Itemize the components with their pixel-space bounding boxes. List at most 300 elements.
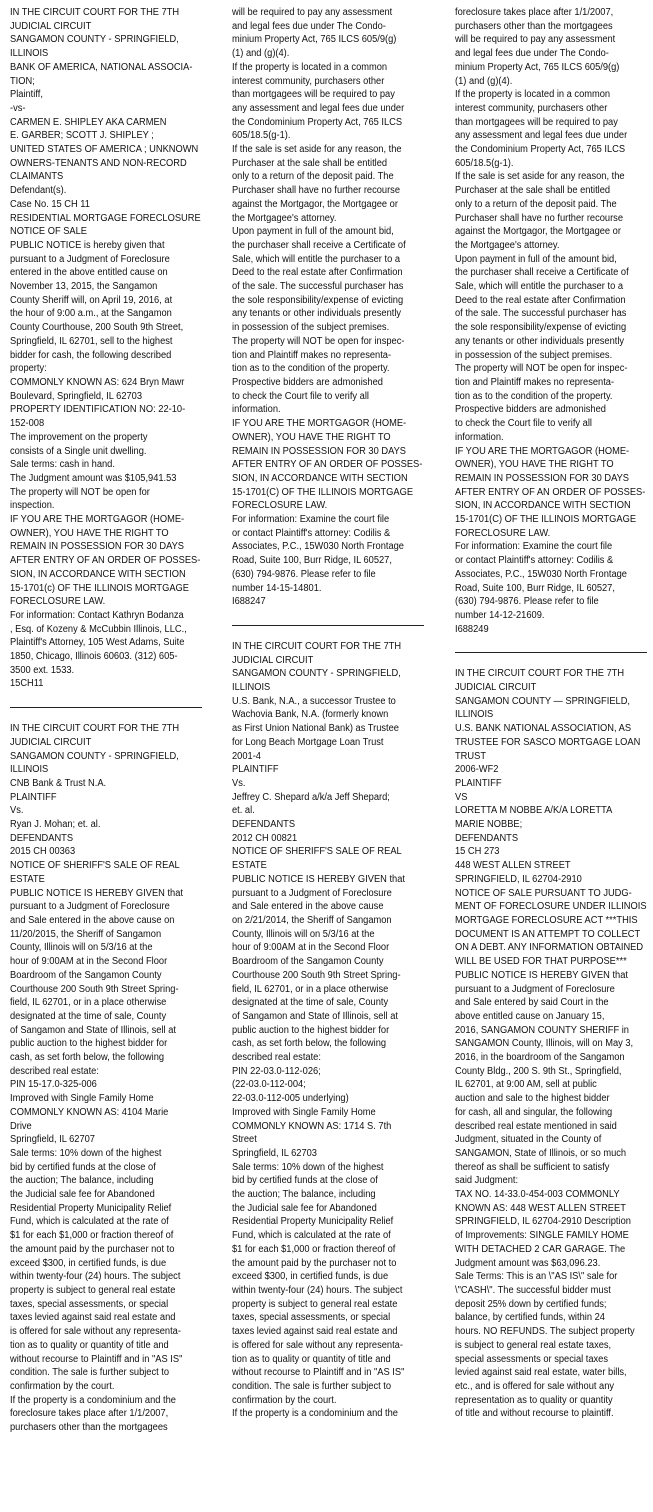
notice-line: the Condominium Property Act, 765 ILCS (232, 116, 403, 128)
notice-line: Springfield, IL 62701, sell to the highest (10, 335, 173, 347)
notice-line: PROPERTY IDENTIFICATION NO: 22-10- (10, 404, 186, 416)
notice-line: of Improvements: SINGLE FAMILY HOME (455, 1230, 629, 1242)
notice-line: Purchaser shall have no further recourse (232, 185, 401, 197)
notice-line: (1) and (g)(4). (232, 48, 290, 60)
notice-line: Vs. (232, 777, 246, 789)
notice-line: will be required to pay any assessment (455, 34, 616, 46)
notice-line: foreclosure takes place after 1/1/2007, (10, 1408, 169, 1420)
notice-line: information. (455, 431, 504, 443)
notice-line: thereof as shall be sufficient to satisfy (455, 1161, 610, 1173)
notice-line: Deed to the real estate after Confirmation (455, 294, 626, 306)
notice-line: ILLINOIS (10, 48, 49, 60)
notice-line: of Sangamon and State of Illinois, sell at (10, 1024, 176, 1036)
notice-line: interest community, purchasers other (455, 102, 608, 114)
notice-line: tion as to quality or quantity of title and (232, 1353, 391, 1365)
notice-line: purchasers other than the mortgagees (10, 1422, 168, 1434)
notice-line: MORTGAGE FORECLOSURE ACT ***THIS (455, 915, 638, 926)
notice-line: IL 62701, at 9:00 AM, sell at public (455, 1079, 597, 1091)
notice-line: and legal fees due under The Condo- (455, 48, 609, 60)
notice-line: is subject to general real estate taxes, (455, 1339, 612, 1351)
notice-line: entered in the above entitled cause on (10, 267, 168, 279)
notice-line: on 2/21/2014, the Sheriff of Sangamon (232, 915, 392, 926)
notice-line: exceed $300, in certified funds, is due (10, 1257, 167, 1269)
notice-line: confirmation by the court. (232, 1394, 337, 1406)
notice-line: against the Mortgagor, the Mortgagee or (455, 226, 621, 238)
notice-line: taxes levied against said real estate and (232, 1326, 398, 1338)
notice-line: Purchaser shall have no further recourse (455, 212, 624, 224)
notice-line: Springfield, IL 62707 (10, 1134, 95, 1146)
notice-line: public auction to the highest bidder for (10, 1038, 168, 1050)
notice-line: Fund, which is calculated at the rate of (232, 1230, 391, 1242)
notice-line: 2001-4 (232, 750, 261, 762)
notice-line: Wachovia Bank, N.A. (formerly known (232, 709, 389, 721)
notice-line: representation as to quality or quantity (455, 1394, 613, 1406)
notice-line: $1 for each $1,000 or fraction thereof of (10, 1230, 174, 1242)
notice-line: ESTATE (10, 873, 45, 885)
notice-line: The property will NOT be open for inspec- (455, 363, 628, 375)
notice-line: field, IL 62701, or in a place otherwise (10, 997, 167, 1009)
notice-line: Sale Terms: This is an \"AS IS\" sale for (455, 1271, 618, 1283)
notice-line: the auction; The balance, including (232, 1189, 376, 1201)
notice-line: Vs. (10, 805, 24, 817)
notice-line: and Sale entered by said Court in the (455, 997, 609, 1009)
notice-line: PUBLIC NOTICE IS HEREBY GIVEN that (10, 887, 183, 899)
legal-notice (455, 667, 647, 1421)
notice-line: Boulevard, Springfield, IL 62703 (10, 390, 143, 402)
notice-divider (455, 652, 647, 653)
notice-line: taxes, special assessments, or special (10, 1298, 169, 1310)
notice-line: field, IL 62701, or in a place otherwise (232, 983, 389, 995)
notice-line: the purchaser shall receive a Certificate of (455, 267, 629, 279)
column-1 (10, 6, 202, 1435)
notice-line: 15CH11 (10, 678, 44, 690)
notice-line: or contact Plaintiff's attorney: Codilis & (455, 555, 614, 567)
notice-line: MARIE NOBBE; (455, 819, 523, 831)
notice-line: inspection. (10, 500, 55, 512)
notice-line: of title and without recourse to plaintiff. (455, 1408, 614, 1420)
notice-line: SANGAMON COUNTY - SPRINGFIELD, (232, 668, 401, 680)
notice-line: County, Illinois will on 5/3/16 at the (232, 928, 375, 940)
notice-line: tion and Plaintiff makes no representa- (232, 349, 392, 361)
notice-line: bid by certified funds at the close of (232, 1175, 378, 1187)
notice-line: Plaintiff, (10, 89, 43, 101)
notice-line: any assessment and legal fees due under (232, 102, 405, 114)
notice-line: the Mortgagee's attorney. (455, 239, 560, 251)
notice-line: Sale, which will entitle the purchaser to a (455, 281, 624, 293)
notice-line: hour of 9:00AM at in the Second Floor (232, 942, 390, 954)
notice-line: JUDICIAL CIRCUIT (455, 682, 537, 694)
notice-line: designated at the time of sale, County (232, 997, 389, 1009)
notice-line: PUBLIC NOTICE IS HEREBY GIVEN that (232, 873, 405, 885)
notice-line: WITH DETACHED 2 CAR GARAGE. The (455, 1243, 626, 1255)
notice-line: hours. NO REFUNDS. The subject property (455, 1326, 635, 1338)
notice-line: information. (232, 404, 281, 416)
notice-line: REMAIN IN POSSESSION FOR 30 DAYS (10, 541, 184, 553)
notice-line: in possession of the subject premises. (455, 349, 613, 361)
notice-divider (232, 625, 424, 626)
notice-line: FORECLOSURE LAW. (455, 527, 551, 539)
notice-line: -vs- (10, 102, 26, 114)
notice-line: 22-03.0-112-005 underlying) (232, 1093, 349, 1105)
notice-line: the Judicial sale fee for Abandoned (10, 1189, 155, 1201)
legal-notice (10, 6, 202, 691)
notice-line: Residential Property Municipality Relief (10, 1202, 172, 1214)
notice-line: TION; (10, 75, 35, 87)
notice-line: is offered for sale without any representa- (10, 1326, 181, 1338)
notice-line: bidder for cash, the following described (10, 349, 172, 361)
notice-line: 15-1701(C) OF THE ILLINOIS MORTGAGE (455, 514, 637, 526)
notice-line: will be required to pay any assessment (232, 7, 393, 18)
notice-line: DEFENDANTS (10, 832, 74, 844)
notice-line: than mortgagees will be required to pay (232, 89, 395, 101)
notice-line: Ryan J. Mohan; et. al. (10, 819, 101, 831)
notice-line: without recourse to Plaintiff and in "AS IS" (232, 1367, 405, 1379)
notice-line: within twenty-four (24) hours. The subject (10, 1271, 181, 1283)
notice-line: bid by certified funds at the close of (10, 1161, 156, 1173)
notice-line: OWNER), YOU HAVE THE RIGHT TO (455, 459, 614, 471)
notice-line: I688249 (455, 623, 489, 635)
legal-notice (10, 722, 202, 1435)
notice-line: DEFENDANTS (232, 819, 296, 831)
notice-line: Judgment, situated in the County of (455, 1134, 602, 1146)
notice-line: Road, Suite 100, Burr Ridge, IL 60527, (455, 582, 615, 594)
notice-line: IF YOU ARE THE MORTGAGOR (HOME- (232, 418, 407, 430)
notice-line: ON A DEBT. ANY INFORMATION OBTAINED (455, 942, 644, 954)
notice-line: any tenants or other individuals presently (455, 335, 625, 347)
notice-line: described real estate mentioned in said (455, 1120, 617, 1132)
notice-line: cash, as set forth below, the following (10, 1052, 165, 1064)
notice-line: is offered for sale without any representa- (232, 1339, 403, 1351)
notice-line: BANK OF AMERICA, NATIONAL ASSOCIA- (10, 61, 193, 73)
notice-line: minium Property Act, 765 ILCS 605/9(g) (232, 34, 397, 46)
notice-line: the amount paid by the purchaser not to (10, 1243, 175, 1255)
notice-line: pursuant to a Judgment of Foreclosure (10, 901, 170, 913)
notice-line: MENT OF FORECLOSURE UNDER ILLINOIS (455, 901, 647, 913)
notice-line: balance, by certified funds, within 24 (455, 1312, 605, 1324)
notice-line: any tenants or other individuals presently (232, 308, 402, 320)
notice-line: deposit 25% down by certified funds; (455, 1298, 607, 1310)
notice-line: Boardroom of the Sangamon County (10, 969, 162, 981)
notice-line: pursuant to a Judgment of Foreclosure (232, 887, 392, 899)
notice-line: If the property is a condominium and the (232, 1408, 398, 1420)
notice-line: PUBLIC NOTICE IS HEREBY GIVEN that (455, 969, 628, 981)
notice-line: number 14-12-21609. (455, 609, 545, 621)
notice-line: SANGAMON COUNTY - SPRINGFIELD, (10, 34, 179, 46)
notice-line: The Judgment amount was $105,941.53 (10, 472, 177, 484)
notice-line: hour of 9:00AM at in the Second Floor (10, 956, 168, 968)
notice-line: DEFENDANTS (455, 832, 519, 844)
notice-line: SION, IN ACCORDANCE WITH SECTION (232, 472, 408, 484)
notice-line: PLAINTIFF (10, 791, 57, 803)
notice-line: Prospective bidders are admonished (232, 376, 383, 388)
notice-line: For information: Contact Kathryn Bodanza (10, 609, 184, 621)
notice-line: NOTICE OF SALE PURSUANT TO JUDG- (455, 887, 632, 899)
notice-line: the amount paid by the purchaser not to (232, 1257, 397, 1269)
notice-line: For information: Examine the court file (455, 541, 613, 553)
notice-line: IF YOU ARE THE MORTGAGOR (HOME- (10, 514, 185, 526)
notice-line: 1850, Chicago, Illinois 60603. (312) 605- (10, 651, 178, 663)
notice-line: 152-008 (10, 418, 45, 430)
notice-divider (10, 707, 202, 708)
notice-line: SPRINGFIELD, IL 62704-2910 (455, 873, 582, 885)
notice-line: PLAINTIFF (232, 764, 279, 776)
notice-line: PIN 15-17.0-325-006 (10, 1079, 97, 1091)
notice-line: consists of a Single unit dwelling. (10, 445, 147, 457)
notice-line: above entitled cause on January 15, (455, 1010, 605, 1022)
notice-line: confirmation by the court. (10, 1380, 115, 1392)
notice-line: KNOWN AS: 448 WEST ALLEN STREET (455, 1202, 626, 1214)
notice-line: the sole responsibility/expense of evicting (455, 322, 627, 334)
notice-line: IF YOU ARE THE MORTGAGOR (HOME- (455, 445, 630, 457)
notice-line: ILLINOIS (232, 682, 271, 694)
notice-line: levied against said real estate, water bills, (455, 1367, 627, 1379)
notice-line: 2006-WF2 (455, 764, 499, 776)
notice-line: the hour of 9:00 a.m., at the Sangamon (10, 308, 172, 320)
notice-line: FORECLOSURE LAW. (10, 596, 106, 608)
notice-line: for Long Beach Mortgage Loan Trust (232, 736, 384, 748)
notice-line: as First Union National Bank) as Trustee (232, 723, 399, 735)
notice-line: JUDICIAL CIRCUIT (10, 20, 92, 32)
notice-line: (630) 794-9876. Please refer to file (232, 568, 376, 580)
notice-line: I688247 (232, 596, 266, 608)
notice-line: etc., and is offered for sale without any (455, 1380, 615, 1392)
notice-line: 15-1701(C) OF THE ILLINOIS MORTGAGE (232, 486, 414, 498)
notice-line: and Sale entered in the above cause (232, 901, 384, 913)
notice-line: E. GARBER; SCOTT J. SHIPLEY ; (10, 130, 154, 142)
notice-line: County Courthouse, 200 South 9th Street, (10, 322, 184, 334)
notice-line: SANGAMON COUNTY — SPRINGFIELD, (455, 695, 631, 707)
notice-line: CLAIMANTS (10, 171, 64, 183)
notice-line: (630) 794-9876. Please refer to file (455, 596, 599, 608)
notice-line: 2012 CH 00821 (232, 832, 298, 844)
notice-line: PIN 22-03.0-112-026; (232, 1065, 321, 1077)
notice-line: TAX NO. 14-33.0-454-003 COMMONLY (455, 1189, 620, 1201)
notice-line: and legal fees due under The Condo- (232, 20, 386, 32)
notice-line: $1 for each $1,000 or fraction thereof of (232, 1243, 396, 1255)
notice-line: 448 WEST ALLEN STREET (455, 860, 571, 872)
notice-line: CNB Bank & Trust N.A. (10, 777, 107, 789)
column-3 (455, 6, 647, 1421)
notice-line: JUDICIAL CIRCUIT (10, 736, 92, 748)
notice-line: tion as to the condition of the property. (455, 390, 613, 402)
notice-line: ILLINOIS (455, 709, 494, 721)
notice-line: Jeffrey C. Shepard a/k/a Jeff Shepard; (232, 791, 390, 803)
column-2 (232, 6, 424, 1421)
notice-line: DOCUMENT IS AN ATTEMPT TO COLLECT (455, 928, 641, 940)
notice-line: The property will NOT be open for (10, 486, 150, 498)
notice-line: 15 CH 273 (455, 846, 500, 858)
notice-line: Defendant(s). (10, 185, 67, 197)
notice-line: TRUSTEE FOR SASCO MORTGAGE LOAN (455, 736, 641, 748)
notice-line: The property will NOT be open for inspec- (232, 335, 405, 347)
notice-line: VS (455, 791, 468, 803)
notice-line: \"CASH\". The successful bidder must (455, 1284, 611, 1296)
notice-line: County, Illinois will on 5/3/16 at the (10, 942, 153, 954)
notice-line: AFTER ENTRY OF AN ORDER OF POSSES- (455, 486, 646, 498)
notice-line: taxes, special assessments, or special (232, 1312, 391, 1324)
notice-line: within twenty-four (24) hours. The subject (232, 1284, 403, 1296)
notice-line: to check the Court file to verify all (455, 418, 592, 430)
notice-line: the purchaser shall receive a Certificate of (232, 239, 406, 251)
notice-line: Upon payment in full of the amount bid, (455, 253, 617, 265)
notice-line: For information: Examine the court file (232, 514, 390, 526)
notice-line: Courthouse 200 South 9th Street Spring- (232, 969, 401, 981)
notice-line: (1) and (g)(4). (455, 75, 513, 87)
notice-line: of the sale. The successful purchaser has (455, 308, 627, 320)
notice-line: described real estate: (10, 1065, 99, 1077)
notice-line: 2016, in the boardroom of the Sangamon (455, 1052, 625, 1064)
notice-line: Upon payment in full of the amount bid, (232, 226, 394, 238)
notice-line: OWNERS-TENANTS AND NON-RECORD (10, 157, 187, 169)
notice-line: COMMONLY KNOWN AS: 624 Bryn Mawr (10, 376, 185, 388)
notice-line: cash, as set forth below, the following (232, 1038, 387, 1050)
notice-line: If the property is located in a common (455, 89, 611, 101)
notice-line: 11/20/2015, the Sheriff of Sangamon (10, 928, 162, 940)
notice-line: NOTICE OF SHERIFF'S SALE OF REAL (232, 846, 402, 858)
notice-line: Springfield, IL 62703 (232, 1147, 317, 1159)
notice-line: minium Property Act, 765 ILCS 605/9(g) (455, 61, 620, 73)
notice-line: PUBLIC NOTICE is hereby given that (10, 239, 165, 251)
notice-line: NOTICE OF SHERIFF'S SALE OF REAL (10, 860, 180, 872)
notice-line: the sole responsibility/expense of evicting (232, 294, 404, 306)
notice-line: SION, IN ACCORDANCE WITH SECTION (10, 568, 186, 580)
notice-line: U.S. Bank, N.A., a successor Trustee to (232, 695, 396, 707)
notice-line: LORETTA M NOBBE A/K/A LORETTA (455, 805, 613, 817)
notice-line: said Judgment: (455, 1175, 519, 1187)
notice-line: 15-1701(c) OF THE ILLINOIS MORTGAGE (10, 582, 189, 594)
notice-line: exceed $300, in certified funds, is due (232, 1271, 389, 1283)
notice-line: only to a return of the deposit paid. The (455, 198, 617, 210)
legal-notice (232, 640, 424, 1421)
notice-line: Sale terms: 10% down of the highest (232, 1161, 384, 1173)
notice-line: purchasers other than the mortgagees (455, 20, 613, 32)
notice-line: taxes levied against said real estate and (10, 1312, 176, 1324)
notice-line: Courthouse 200 South 9th Street Spring- (10, 983, 179, 995)
notice-line: auction and sale to the highest bidder (455, 1093, 610, 1105)
notice-line: 605/18.5(g-1). (232, 130, 291, 142)
notice-line: REMAIN IN POSSESSION FOR 30 DAYS (455, 472, 629, 484)
notice-line: Sale terms: cash in hand. (10, 459, 115, 471)
legal-notice (232, 6, 424, 609)
notice-line: Street (232, 1134, 257, 1146)
notice-line: against the Mortgagor, the Mortgagee or (232, 198, 398, 210)
notice-line: special assessments or special taxes (455, 1353, 609, 1365)
notice-line: property is subject to general real estate (10, 1284, 176, 1296)
notice-line: foreclosure takes place after 1/1/2007, (455, 7, 614, 18)
notice-line: AFTER ENTRY OF AN ORDER OF POSSES- (10, 555, 201, 567)
notice-line: the auction; The balance, including (10, 1175, 154, 1187)
notice-line: County Bldg., 200 S. 9th St., Springfield, (455, 1065, 622, 1077)
notice-line: SANGAMON County, Illinois, will on May 3, (455, 1038, 634, 1050)
notice-line: and Sale entered in the above cause on (10, 915, 175, 926)
notice-line: If the sale is set aside for any reason, the (455, 171, 625, 183)
notice-line: OWNER), YOU HAVE THE RIGHT TO (232, 431, 391, 443)
legal-notice (455, 6, 647, 636)
notice-line: property: (10, 363, 47, 375)
notice-line: PLAINTIFF (455, 777, 502, 789)
notice-line: JUDICIAL CIRCUIT (232, 654, 314, 666)
notice-line: , Esq. of Kozeny & McCubbin Illinois, LLC., (10, 623, 187, 635)
notice-line: Sale terms: 10% down of the highest (10, 1147, 162, 1159)
notice-line: tion as to quality or quantity of title and (10, 1339, 169, 1351)
notice-line: NOTICE OF SALE (10, 226, 88, 238)
notice-line: for cash, all and singular, the following (455, 1106, 613, 1118)
notice-line: any assessment and legal fees due under (455, 130, 628, 142)
notice-line: Plaintiff's Attorney, 105 West Adams, Suite (10, 637, 185, 649)
notice-line: number 14-15-14801. (232, 582, 322, 594)
notice-line: of the sale. The successful purchaser has (232, 281, 404, 293)
notice-line: to check the Court file to verify all (232, 390, 369, 402)
notice-line: TRUST (455, 750, 487, 762)
notice-line: November 13, 2015, the Sangamon (10, 281, 158, 293)
notice-line: Road, Suite 100, Burr Ridge, IL 60527, (232, 555, 392, 567)
notice-line: Deed to the real estate after Confirmation (232, 267, 403, 279)
notice-line: SION, IN ACCORDANCE WITH SECTION (455, 500, 631, 512)
notice-line: COMMONLY KNOWN AS: 4104 Marie (10, 1106, 169, 1118)
notice-line: UNITED STATES OF AMERICA ; UNKNOWN (10, 144, 199, 156)
notice-line: interest community, purchasers other (232, 75, 385, 87)
notice-line: public auction to the highest bidder for (232, 1024, 390, 1036)
notice-line: et. al. (232, 805, 255, 817)
notice-line: 3500 ext. 1533. (10, 664, 75, 676)
notice-line: ILLINOIS (10, 764, 49, 776)
notice-line: only to a return of the deposit paid. The (232, 171, 394, 183)
notice-line: County Sheriff will, on April 19, 2016, at (10, 294, 173, 306)
notice-line: property is subject to general real estate (232, 1298, 398, 1310)
notice-line: in possession of the subject premises. (232, 322, 390, 334)
notice-line: Associates, P.C., 15W030 North Frontage (455, 568, 627, 580)
notice-line: the Judicial sale fee for Abandoned (232, 1202, 377, 1214)
notice-line: designated at the time of sale, County (10, 1010, 167, 1022)
notice-line: COMMONLY KNOWN AS: 1714 S. 7th (232, 1120, 392, 1132)
notice-line: Prospective bidders are admonished (455, 404, 606, 416)
notice-line: tion as to the condition of the property. (232, 363, 390, 375)
notice-line: FORECLOSURE LAW. (232, 500, 328, 512)
notice-line: or contact Plaintiff's attorney: Codilis & (232, 527, 391, 539)
notice-line: If the sale is set aside for any reason, the (232, 144, 402, 156)
notice-line: The improvement on the property (10, 431, 148, 443)
notice-line: Improved with Single Family Home (232, 1106, 376, 1118)
notice-line: Associates, P.C., 15W030 North Frontage (232, 541, 404, 553)
notice-line: without recourse to Plaintiff and in "AS IS" (10, 1353, 183, 1365)
notice-line: pursuant to a Judgment of Foreclosure (455, 983, 615, 995)
notice-line: of Sangamon and State of Illinois, sell at (232, 1010, 398, 1022)
notice-line: tion and Plaintiff makes no representa- (455, 376, 615, 388)
notice-line: RESIDENTIAL MORTGAGE FORECLOSURE (10, 212, 201, 224)
notice-line: the Mortgagee's attorney. (232, 212, 337, 224)
notice-line: CARMEN E. SHIPLEY AKA CARMEN (10, 116, 167, 128)
notice-line: IN THE CIRCUIT COURT FOR THE 7TH (10, 723, 180, 735)
notice-line: Sale, which will entitle the purchaser to a (232, 253, 401, 265)
notice-line: 605/18.5(g-1). (455, 157, 514, 169)
notice-line: IN THE CIRCUIT COURT FOR THE 7TH (232, 640, 402, 652)
notice-line: IN THE CIRCUIT COURT FOR THE 7TH (455, 668, 625, 680)
notice-line: WILL BE USED FOR THAT PURPOSE*** (455, 956, 627, 968)
notice-line: condition. The sale is further subject to (10, 1367, 170, 1379)
notice-line: pursuant to a Judgment of Foreclosure (10, 253, 170, 265)
notice-line: described real estate: (232, 1052, 321, 1064)
notice-line: If the property is located in a common (232, 61, 388, 73)
notice-line: Fund, which is calculated at the rate of (10, 1216, 169, 1228)
notice-line: condition. The sale is further subject to (232, 1380, 392, 1392)
notice-line: Improved with Single Family Home (10, 1093, 154, 1105)
notice-line: If the property is a condominium and the (10, 1394, 176, 1406)
notice-line: the Condominium Property Act, 765 ILCS (455, 144, 626, 156)
notice-line: ESTATE (232, 860, 267, 872)
notice-line: Purchaser at the sale shall be entitled (232, 157, 388, 169)
notice-line: SANGAMON COUNTY - SPRINGFIELD, (10, 750, 179, 762)
notice-line: Residential Property Municipality Relief (232, 1216, 394, 1228)
